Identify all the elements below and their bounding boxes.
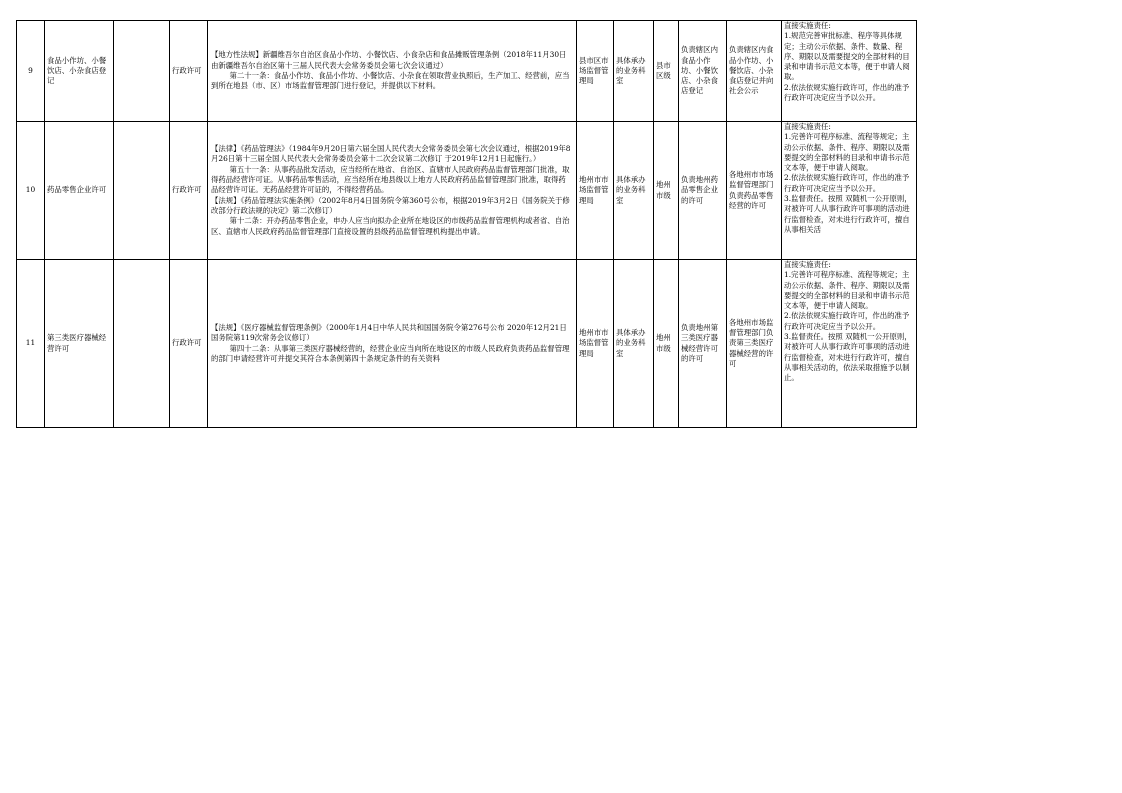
exercise-scope: 各地州市市场监督管理部门负责药品零售经营的许可 — [727, 122, 782, 260]
implementing-subject: 地州市市场监督管理局 — [577, 260, 614, 428]
row-number: 9 — [17, 21, 45, 122]
responsible-dept: 具体承办的业务科室 — [614, 21, 654, 122]
exercise-content: 负责地州药品零售企业的许可 — [679, 122, 727, 260]
duty-line: 直接实施责任: — [784, 122, 831, 131]
basis-line: 第二十一条：食品小作坊、食品小作坊、小餐饮店、小杂食在领取营业执照后，生产加工、经营前，应当到所在地县（市、区）市场监督管理部门进行登记，并提供以下材料。 — [211, 71, 570, 91]
basis-line: 【法律】《药品管理法》（1984年9月20日第六届全国人民代表大会常务委员会第七次会议通过，根据2019年8月26日第十三届全国人民代表大会常务委员会第十二次会议第二次修订 于2019年12月1日起施行。） — [211, 144, 571, 164]
exercise-scope: 各地州市场监督管理部门负责第三类医疗器械经营的许可 — [727, 260, 782, 428]
duty-line: 1.规范完善审批标准、程序等具体规定；主动公示依据、条件、数量、程序、期限以及需要提交的全部材料的目录和申请书示范文本等，便于申请人阅取。 — [784, 31, 910, 82]
item-type: 行政许可 — [170, 21, 208, 122]
basis-line: 第十二条：开办药品零售企业，申办人应当向拟办企业所在地设区的市级药品监督管理机构或者省、自治区、直辖市人民政府药品监督管理部门直接设置的县级药品监督管理机构提出申请。 — [211, 216, 570, 236]
sub-item — [114, 260, 170, 428]
responsible-dept: 具体承办的业务科室 — [614, 122, 654, 260]
table-row — [17, 122, 917, 260]
item-type: 行政许可 — [170, 260, 208, 428]
legal-basis — [208, 260, 577, 428]
duty-line: 2.依法依规实施行政许可，作出的准予行政许可决定应当予以公开。 — [784, 173, 910, 193]
responsibility — [782, 260, 917, 428]
responsibility — [782, 21, 917, 122]
item-name: 第三类医疗器械经营许可 — [45, 260, 114, 428]
responsibility — [782, 122, 917, 260]
duty-line: 直接实施责任: — [784, 21, 831, 30]
exercise-scope: 负责辖区内食品小作坊、小餐饮店、小杂食店登记并向社会公示 — [727, 21, 782, 122]
duty-line: 3.监督责任。按照 双随机一公开原则，对被许可人从事行政许可事项的活动进行监督检查，对未进行行政许可，擅自从事相关活 — [784, 194, 912, 234]
basis-line: 【法规】《药品管理法实施条例》（2002年8月4日国务院令第360号公布，根据2019年3月2日《国务院关于修改部分行政法规的决定》第二次修订） — [211, 195, 570, 215]
duty-line: 2.依法依规实施行政许可，作出的准予行政许可决定应当予以公开。 — [784, 82, 910, 103]
exercise-content: 负责地州第三类医疗器械经营许可的许可 — [679, 260, 727, 428]
duty-line: 3.监督责任。按照 双随机一公开原则，对被许可人从事行政许可事项的活动进行监督检查，对未进行行政许可，擅自从事相关活动的，依法采取措施予以制止。 — [784, 332, 912, 383]
implementing-subject: 县市区市场监督管理局 — [577, 21, 614, 122]
basis-line: 第四十二条：从事第三类医疗器械经营的，经营企业应当向所在地设区的市级人民政府负责药品监督管理的部门申请经营许可并提交其符合本条例第四十条规定条件的有关资料 — [211, 343, 570, 363]
row-number: 10 — [17, 122, 45, 260]
implementing-subject: 地州市市场监督管理局 — [577, 122, 614, 260]
sub-item — [114, 21, 170, 122]
legal-basis — [208, 21, 577, 122]
table-row — [17, 260, 917, 428]
exercise-level: 地州市级 — [654, 260, 679, 428]
legal-basis — [208, 122, 577, 260]
duty-line: 直接实施责任: — [784, 260, 831, 269]
basis-line: 【法规】《医疗器械监督管理条例》（2000年1月4日中华人民共和国国务院令第276号公布 2020年12月21日国务院第119次常务会议修订） — [211, 322, 567, 343]
sub-item — [114, 122, 170, 260]
item-name: 药品零售企业许可 — [45, 122, 114, 260]
item-name: 食品小作坊、小餐饮店、小杂食店登记 — [45, 21, 114, 122]
item-type: 行政许可 — [170, 122, 208, 260]
duty-line: 1.完善许可程序标准、流程等规定；主动公示依据、条件、程序、期限以及需要提交的全部材料的目录和申请书示范文本等，便于申请人阅取。 — [784, 132, 910, 173]
basis-line: 第五十一条：从事药品批发活动，应当经所在地省、自治区、直辖市人民政府药品监督管理部门批准，取得药品经营许可证。从事药品零售活动，应当经所在地县级以上地方人民政府药品监督管理部门批准，取得药品经营许可证。无药品经营许可证的，不得经营药品。 — [211, 164, 570, 195]
exercise-level: 地州市级 — [654, 122, 679, 260]
duty-line: 2.依法依规实施行政许可，作出的准予行政许可决定应当予以公开。 — [784, 311, 910, 331]
exercise-level: 县市区级 — [654, 21, 679, 122]
row-number: 11 — [17, 260, 45, 428]
basis-line: 【地方性法规】新疆维吾尔自治区食品小作坊、小餐饮店、小食杂店和食品摊贩管理条例（2018年11月30日由新疆维吾尔自治区第十三届人民代表大会常务委员会第七次会议通过） — [211, 50, 567, 70]
exercise-content: 负责辖区内食品小作坊、小餐饮店、小杂食店登记 — [679, 21, 727, 122]
table-row — [17, 21, 917, 122]
responsible-dept: 具体承办的业务科室 — [614, 260, 654, 428]
duty-line: 1.完善许可程序标准、流程等规定；主动公示依据、条件、程序、期限以及需要提交的全部材料的目录和申请书示范文本等，便于申请人阅取。 — [784, 270, 910, 311]
authority-table — [16, 20, 917, 428]
